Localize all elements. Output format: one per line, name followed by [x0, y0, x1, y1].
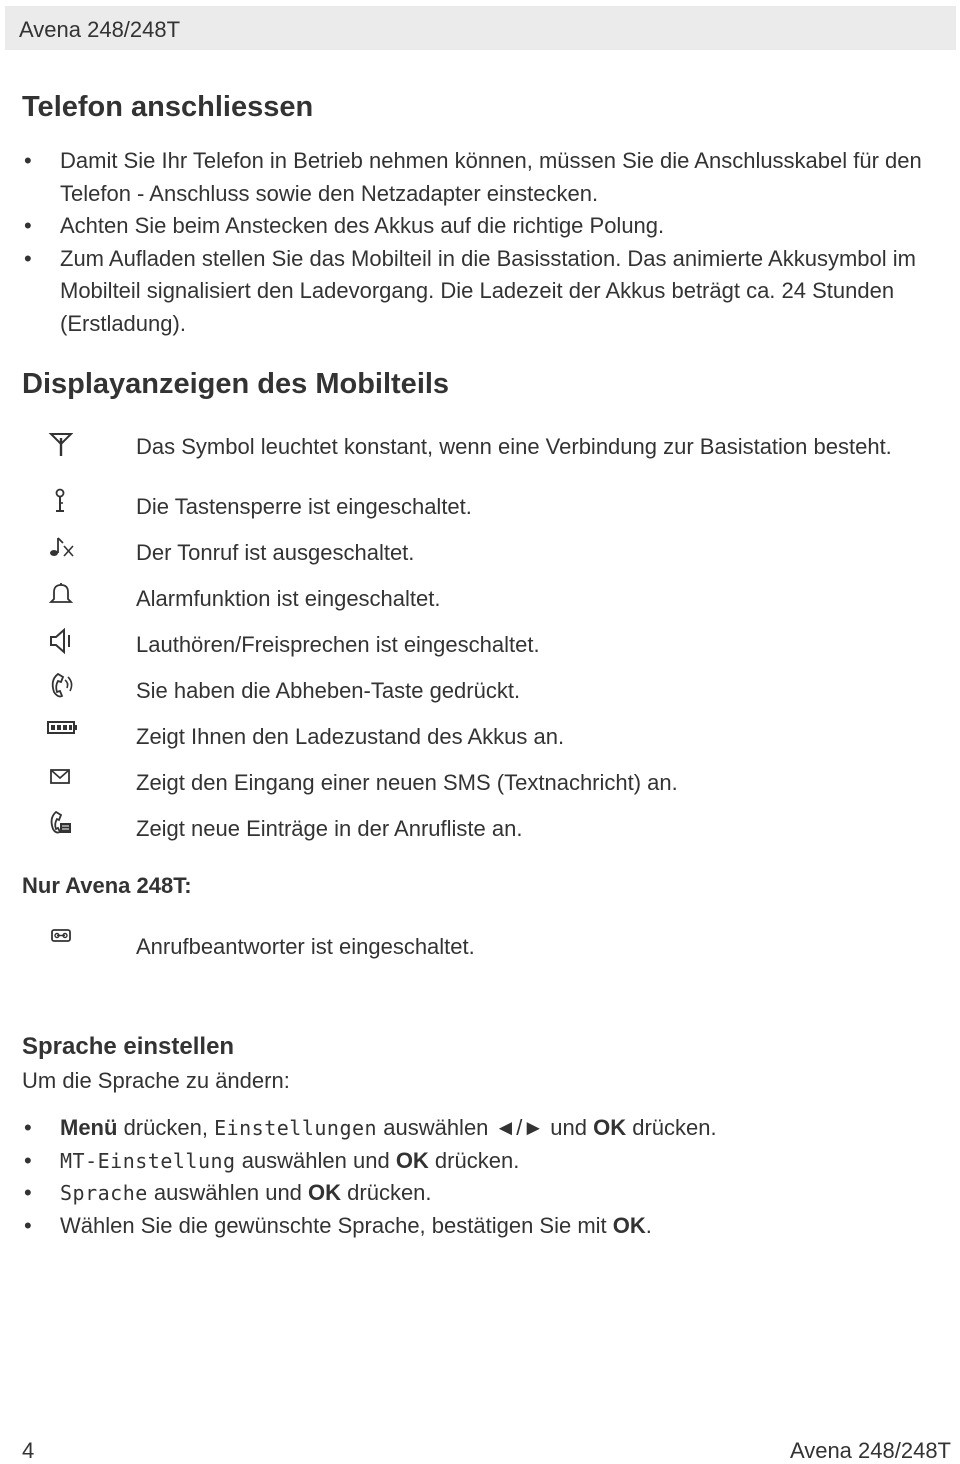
step-text: auswählen und [235, 1147, 396, 1173]
handset-icon [46, 670, 80, 698]
step-bold: OK [308, 1180, 342, 1205]
step-text: auswählen ◄/► und [377, 1115, 594, 1140]
call-list-icon [46, 808, 80, 836]
lcd-menu-text: Sprache [60, 1181, 148, 1205]
step-text: drücken. [428, 1147, 520, 1173]
heading-displayanzeigen: Displayanzeigen des Mobilteils [22, 368, 450, 400]
lcd-menu-text: Einstellungen [214, 1116, 378, 1140]
list-item: • Achten Sie beim Anstecken des Akkus auf die richtige Polung. [22, 210, 952, 243]
step-text: drücken. [341, 1180, 432, 1205]
symbol-description: Das Symbol leuchtet konstant, wenn eine Verbindung zur Basistation besteht. [136, 434, 892, 459]
symbol-description: Sie haben die Abheben-Taste gedrückt. [136, 678, 521, 703]
step-text: drücken, [117, 1115, 215, 1140]
step-text: drücken. [626, 1115, 717, 1140]
step-bold: OK [612, 1212, 646, 1238]
heading-nur-avena-248t: Nur Avena 248T: [22, 873, 192, 898]
connect-bullet-list [22, 145, 952, 340]
lcd-menu-text: MT-Einstellung [60, 1148, 236, 1173]
symbol-description: Anrufbeantworter ist eingeschaltet. [136, 934, 475, 959]
step-text: auswählen und [147, 1180, 309, 1205]
symbol-description: Lauthören/Freisprechen ist eingeschaltet. [136, 632, 540, 657]
header-title: Avena 248/248T [19, 17, 181, 42]
envelope-icon [46, 766, 80, 794]
key-lock-icon [46, 487, 80, 515]
speaker-icon [46, 626, 80, 654]
list-item [22, 1112, 952, 1145]
language-intro: Um die Sprache zu ändern: [22, 1068, 290, 1093]
ringer-off-icon [46, 534, 80, 562]
list-item [22, 1177, 952, 1210]
symbol-description: Der Tonruf ist ausgeschaltet. [136, 540, 415, 565]
heading-sprache-einstellen: Sprache einstellen [22, 1033, 235, 1060]
list-item [22, 1145, 952, 1178]
heading-telefon-anschliessen: Telefon anschliessen [22, 91, 314, 123]
page-number: 4 [22, 1438, 35, 1463]
step-bold: OK [395, 1147, 429, 1173]
symbol-description: Zeigt Ihnen den Ladezustand des Akkus an. [136, 724, 565, 749]
answering-machine-icon [46, 926, 80, 954]
step-bold: OK [593, 1115, 627, 1140]
symbol-description: Die Tastensperre ist eingeschaltet. [136, 494, 472, 519]
battery-icon [46, 718, 80, 746]
step-text: . [645, 1212, 652, 1238]
list-item: • Damit Sie Ihr Telefon in Betrieb nehmen können, müssen Sie die Anschlusskabel für den Telefon - Anschluss sowie den Netzadapter einstecken. [22, 145, 952, 210]
list-item: • Zum Aufladen stellen Sie das Mobilteil in die Basisstation. Das animierte Akkusymbol im Mobilteil signalisiert den Ladevorgang. Die Ladezeit der Akkus beträgt ca. 24 Stunden (Erstladung). [22, 243, 952, 341]
alarm-bell-icon [46, 580, 80, 608]
footer-title: Avena 248/248T [789, 1438, 951, 1463]
list-item [22, 1210, 952, 1243]
antenna-icon [46, 430, 80, 458]
symbol-description: Zeigt neue Einträge in der Anrufliste an. [136, 816, 523, 841]
step-bold: Menü [60, 1115, 118, 1140]
symbol-description: Alarmfunktion ist eingeschaltet. [136, 586, 441, 611]
language-steps-list [22, 1112, 952, 1242]
symbol-description: Zeigt den Eingang einer neuen SMS (Textnachricht) an. [136, 770, 678, 795]
step-text: Wählen Sie die gewünschte Sprache, bestätigen Sie mit [60, 1212, 613, 1238]
